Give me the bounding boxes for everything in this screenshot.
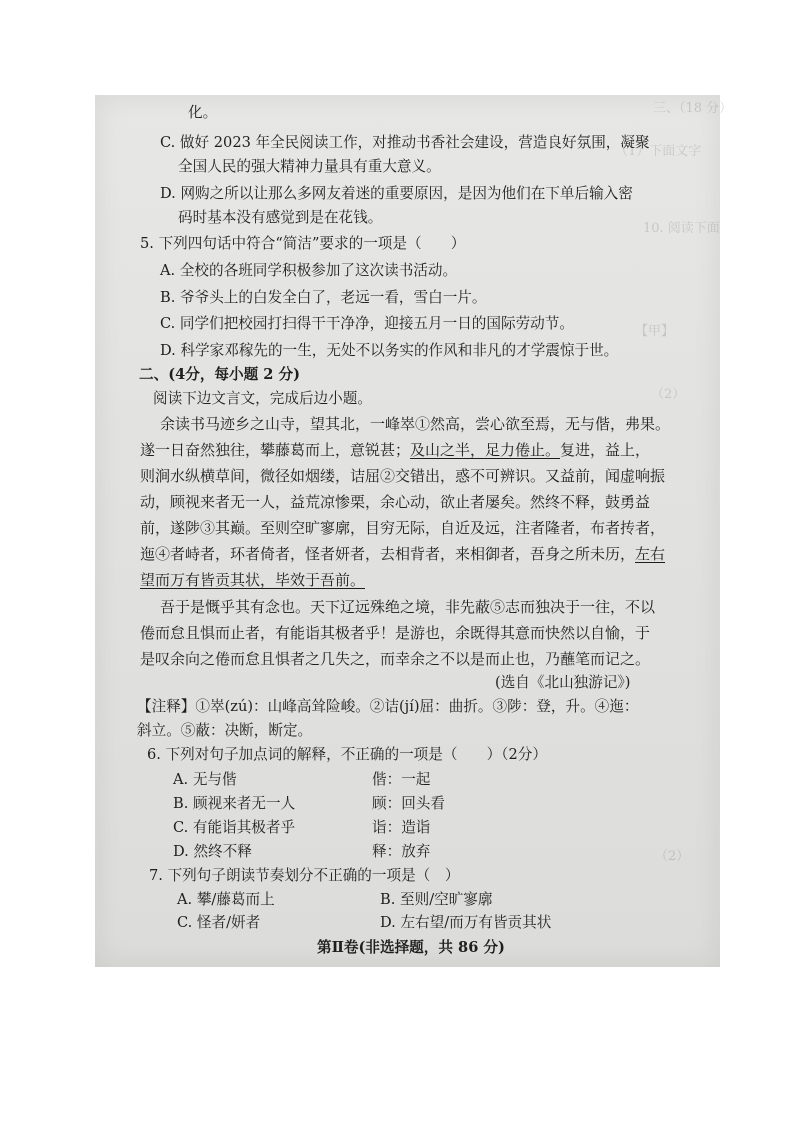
passage-line: 余读书马迹乡之山寺，望其北，一峰崒①然高，尝心欲至焉，无与偕，弗果。: [160, 415, 671, 433]
passage-line: 吾于是慨乎其有念也。天下辽远殊绝之境，非先蔽⑤志而独决于一往，不以: [160, 598, 656, 616]
q7-option-c: C. 怪者/妍者: [177, 914, 261, 931]
bleed-through-text: （1）下面文字: [615, 144, 702, 159]
q7-option-b: B. 至则/空旷寥廓: [380, 891, 493, 908]
q6-option-d-gloss: 释：放弃: [372, 843, 431, 860]
q6-option-c-phrase: C. 有能诣其极者乎: [173, 819, 296, 836]
passage-segment: 遂一日奋然独往，攀藤葛而上，意锐甚；: [140, 441, 411, 459]
underlined-sentence: 望而万有皆贡其状，毕效于吾前。: [140, 571, 366, 589]
q7-option-d: D. 左右望/而万有皆贡其状: [380, 914, 552, 931]
q6-option-a-phrase: A. 无与偕: [173, 771, 237, 788]
section2-instruction: 阅读下边文言文，完成后边小题。: [153, 390, 372, 407]
underlined-sentence: 左右: [635, 545, 666, 563]
q7-option-a: A. 攀/藤葛而上: [177, 891, 275, 908]
q5-option-b: B. 爷爷头上的白发全白了，老远一看，雪白一片。: [160, 289, 487, 306]
q6-option-b-gloss: 顾：回头看: [372, 795, 445, 812]
passage-line: 动，顾视来者无一人，益荒凉惨栗，余心动，欲止者屡矣。然终不释，鼓勇益: [140, 493, 651, 511]
passage-line: 倦而怠且惧而止者，有能诣其极者乎！是游也，余既得其意而快然以自愉，于: [140, 624, 651, 642]
q6-stem: 6. 下列对句子加点词的解释，不正确的一项是（ ）（2分）: [147, 746, 547, 763]
q4-option-d-line2: 码时基本没有感觉到是在花钱。: [178, 209, 383, 226]
q6-option-d-phrase: D. 然终不释: [173, 843, 252, 860]
bleed-through-text: 三、（18 分）: [653, 101, 733, 116]
passage-line: [140, 544, 665, 564]
q4-option-c-line1: C. 做好 2023 年全民阅读工作，对推动书香社会建设，营造良好氛围，凝聚: [160, 134, 650, 151]
passage-line: 前，遂陟③其巅。至则空旷寥廓，目穷无际，自近及远，注者隆者，布者抟者，: [140, 519, 666, 537]
q5-option-a: A. 全校的各班同学积极参加了这次读书活动。: [160, 262, 458, 279]
q5-option-c: C. 同学们把校园打扫得干干净净，迎接五月一日的国际劳动节。: [160, 315, 574, 332]
passage-segment: 复进，益上，: [560, 441, 651, 459]
q6-option-c-gloss: 诣：造诣: [372, 819, 431, 836]
passage-line: [140, 440, 650, 460]
bleed-through-text: （2）: [655, 849, 690, 864]
q5-option-d: D. 科学家邓稼先的一生，无处不以务实的作风和非凡的才学震惊于世。: [160, 342, 619, 359]
q7-stem: 7. 下列句子朗读节奏划分不正确的一项是（ ）: [149, 867, 460, 884]
bleed-through-text: （2）: [651, 387, 686, 402]
section2-heading: 二、(4分，每小题 2 分): [139, 366, 301, 383]
q6-option-b-phrase: B. 顾视来者无一人: [173, 795, 296, 812]
q5-stem: 5. 下列四句话中符合“简洁”要求的一项是（ ）: [140, 235, 466, 252]
passage-line: 则涧水纵横草间，微径如烟缕，诘屈②交错出，惑不可辨识。又益前，闻虚响振: [140, 467, 666, 485]
passage-line: 是叹余向之倦而怠且惧者之几失之，而幸余之不以是而止也，乃蘸笔而记之。: [140, 650, 651, 668]
passage-segment: 迤④者峙者，环者倚者，怪者妍者，去相背者，来相御者，吾身之所未历，: [140, 545, 636, 563]
underlined-sentence: 及山之半，足力倦止。: [410, 441, 561, 459]
q4-option-d-line1: D. 网购之所以让那么多网友着迷的重要原因，是因为他们在下单后输入密: [160, 185, 633, 202]
q4-option-b-continuation: 化。: [188, 104, 218, 121]
bleed-through-text: 【甲】: [635, 324, 675, 339]
q4-option-c-line2: 全国人民的强大精神力量具有重大意义。: [178, 158, 441, 175]
passage-source: (选自《北山独游记》): [495, 674, 631, 691]
notes-line1: 【注释】①崒(zú)：山峰高耸险峻。②诘(jí)屈：曲折。③陟：登，升。④迤：: [137, 698, 639, 715]
exam-page-photo: [95, 95, 733, 967]
bleed-through-text: 10. 阅读下面: [643, 221, 720, 236]
section-footer-title: 第Ⅱ卷(非选择题，共 86 分): [317, 939, 505, 956]
notes-line2: 斜立。⑤蔽：决断，断定。: [137, 722, 313, 739]
q6-option-a-gloss: 偕：一起: [372, 771, 431, 788]
